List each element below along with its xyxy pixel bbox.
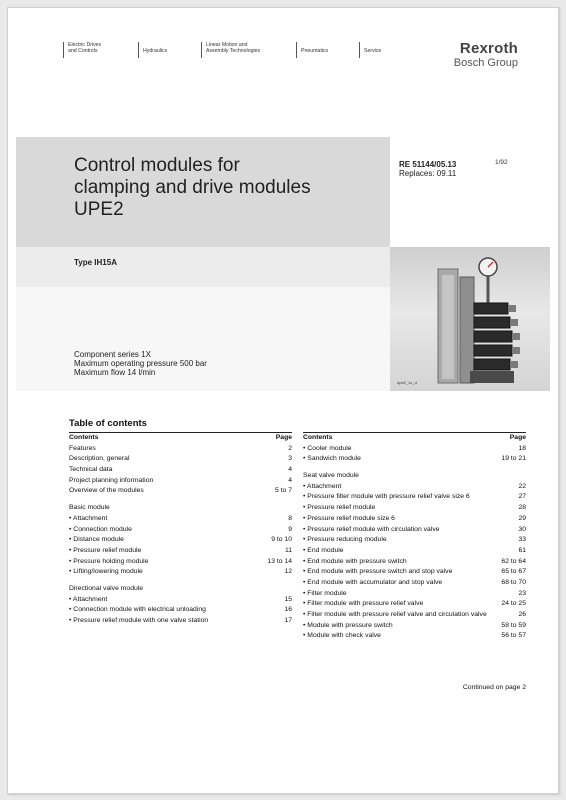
- control-module-illustration: [390, 247, 550, 391]
- toc-entry[interactable]: [69, 605, 292, 616]
- toc-column-right: [303, 433, 526, 642]
- title-block: [16, 137, 390, 247]
- toc-entry-label: • Pressure holding module: [69, 557, 148, 568]
- toc-header-row: [303, 433, 526, 444]
- toc-entry-label: • Cooler module: [303, 444, 351, 455]
- nav-pneumatics[interactable]: Pneumatics: [296, 42, 359, 58]
- toc-entry-page: 58 to 59: [501, 621, 526, 629]
- toc-entry-page: 4: [288, 476, 292, 484]
- toc-header-label: Contents: [69, 434, 99, 441]
- toc-entry-page: 3: [288, 455, 292, 463]
- toc-entry[interactable]: [303, 557, 526, 568]
- toc-entry-label: • Attachment: [69, 595, 107, 606]
- toc-entry[interactable]: [303, 535, 526, 546]
- toc-entry-page: 19 to 21: [501, 455, 526, 463]
- toc-entry-page: 62 to 64: [501, 557, 526, 565]
- document-reference: [399, 160, 456, 178]
- nav-linear-motion[interactable]: Linear Motion and Assembly Technologies: [201, 42, 296, 58]
- rexroth-logo: [454, 41, 518, 69]
- toc-entry-page: 17: [284, 617, 292, 624]
- toc-entry[interactable]: [69, 486, 292, 497]
- toc-entry-page: 33: [518, 536, 526, 544]
- toc-entry-page: 29: [518, 514, 526, 522]
- toc-entry-page: 22: [518, 482, 526, 490]
- continued-note: Continued on page 2: [462, 684, 526, 691]
- toc-header-page: Page: [275, 434, 292, 441]
- doc-number: RE 51144/05.13: [399, 160, 457, 169]
- toc-entry[interactable]: [303, 599, 526, 610]
- toc-entry-label: • End module with accumulator and stop valve: [303, 578, 442, 589]
- toc-entry-label: • Attachment: [69, 514, 107, 525]
- toc-header-page: Page: [509, 434, 526, 441]
- toc-entry-label: • Module with pressure switch: [303, 621, 393, 632]
- document-page: [7, 7, 559, 794]
- nav-hydraulics[interactable]: Hydraulics: [138, 42, 201, 58]
- toc-entry[interactable]: [69, 616, 292, 627]
- toc-entry-label: • End module: [303, 546, 344, 557]
- toc-entry-page: 5 to 7: [274, 487, 292, 495]
- toc-entry-label: • Pressure reducing module: [303, 535, 387, 546]
- toc-entry[interactable]: [303, 631, 526, 642]
- toc-entry[interactable]: [303, 503, 526, 514]
- division-nav: [63, 42, 422, 58]
- toc-entry-page: 9: [288, 525, 292, 533]
- toc-entry-page: 23: [518, 589, 526, 597]
- toc-entry-label: • Filter module with pressure relief valve and circulation valve: [303, 610, 487, 621]
- toc-entry-label: Features: [69, 444, 96, 452]
- toc-entry-page: 68 to 70: [501, 578, 526, 586]
- nav-electric-drives[interactable]: Electric Drives and Controls: [63, 42, 138, 58]
- document-title: Control modules for clamping and drive modules UPE2: [74, 155, 311, 220]
- toc-entry[interactable]: [303, 610, 526, 621]
- toc-entry[interactable]: [303, 589, 526, 600]
- toc-header-row: [69, 433, 292, 444]
- toc-entry[interactable]: [69, 557, 292, 568]
- toc-entry-page: 16: [284, 606, 292, 614]
- toc-entry-label: • Sandwich module: [303, 454, 361, 465]
- toc-entry-page: 61: [518, 546, 526, 554]
- toc-entry-label: • Pressure relief module: [69, 546, 141, 557]
- toc-entry[interactable]: [69, 503, 292, 514]
- toc-entry-label: Directional valve module: [69, 584, 144, 592]
- toc-entry-label: • Pressure filter module with pressure relief valve size 6: [303, 492, 470, 503]
- toc-entry-label: Project planning information: [69, 476, 154, 484]
- toc-entry-page: 12: [284, 568, 292, 576]
- toc-entry[interactable]: [69, 546, 292, 557]
- product-photo: [390, 247, 550, 391]
- toc-entry-label: • Module with check valve: [303, 631, 381, 642]
- toc-entry-page: 4: [288, 466, 292, 474]
- toc-entry-page: 56 to 57: [501, 632, 526, 640]
- spec-line: Maximum flow 14 l/min: [74, 368, 156, 377]
- photo-caption: upe2_1x_d: [397, 380, 417, 385]
- toc-entry[interactable]: [303, 621, 526, 632]
- toc-entry[interactable]: [303, 492, 526, 503]
- logo-group: Bosch Group: [453, 57, 518, 69]
- toc-entry-label: • Filter module: [303, 589, 347, 600]
- toc-entry[interactable]: [69, 454, 292, 465]
- toc-entry[interactable]: [69, 444, 292, 455]
- type-band: [16, 247, 390, 287]
- toc-entry-page: 18: [518, 444, 526, 452]
- spec-line: Component series 1X: [74, 350, 151, 359]
- toc-entry-page: 2: [288, 444, 292, 452]
- toc-title: Table of contents: [69, 418, 147, 429]
- toc-entry[interactable]: [303, 514, 526, 525]
- toc-entry-page: 26: [518, 611, 526, 618]
- toc-entry-page: 65 to 67: [501, 568, 526, 576]
- toc-entry-label: • Connection module: [69, 525, 132, 536]
- toc-entry[interactable]: [69, 476, 292, 487]
- toc-entry[interactable]: [69, 514, 292, 525]
- toc-entry[interactable]: [69, 465, 292, 476]
- toc-entry-page: 28: [518, 504, 526, 512]
- toc-entry-page: 13 to 14: [267, 557, 292, 565]
- toc-entry-page: 24 to 25: [501, 600, 526, 608]
- nav-service[interactable]: Service: [359, 42, 422, 58]
- toc-entry[interactable]: [303, 567, 526, 578]
- toc-entry-page: 27: [518, 493, 526, 501]
- toc-entry-label: • Pressure relief module with circulation valve: [303, 525, 440, 536]
- toc-entry-label: Basic module: [69, 504, 110, 512]
- toc-header-label: Contents: [303, 434, 333, 441]
- toc-entry[interactable]: [69, 535, 292, 546]
- toc-entry-page: 15: [284, 595, 292, 603]
- toc-entry-label: • Pressure relief module with one valve station: [69, 616, 208, 627]
- toc-entry[interactable]: [303, 482, 526, 493]
- toc-entry[interactable]: [303, 454, 526, 465]
- toc-entry[interactable]: [303, 525, 526, 536]
- toc-entry[interactable]: [303, 578, 526, 589]
- toc-entry-page: 11: [284, 546, 292, 554]
- toc-entry[interactable]: [69, 595, 292, 606]
- toc-entry-label: • Pressure relief module: [303, 503, 375, 514]
- toc-entry[interactable]: [303, 444, 526, 455]
- toc-entry-label: • Attachment: [303, 482, 341, 493]
- page-count: 1/92: [495, 159, 508, 166]
- toc-entry[interactable]: [303, 546, 526, 557]
- toc-entry-label: Overview of the modules: [69, 487, 144, 495]
- toc-entry-page: 30: [518, 525, 526, 533]
- replaces-text: Replaces: 09.11: [399, 169, 457, 178]
- type-label: Type IH15A: [74, 258, 117, 267]
- toc-entry-label: • Pressure relief module size 6: [303, 514, 395, 525]
- spec-line: Maximum operating pressure 500 bar: [74, 359, 207, 368]
- toc-entry-label: Description, general: [69, 455, 130, 463]
- toc-entry-label: Technical data: [69, 466, 113, 474]
- toc-entry-page: 9 to 10: [271, 536, 292, 544]
- toc-entry[interactable]: [69, 567, 292, 578]
- toc-entry-label: • Filter module with pressure relief valve: [303, 599, 423, 610]
- toc-column-left: [69, 433, 292, 627]
- toc-entry-label: Seat valve module: [303, 472, 359, 480]
- logo-brand: Rexroth: [459, 40, 518, 57]
- toc-entry[interactable]: [303, 471, 526, 482]
- toc-entry[interactable]: [69, 584, 292, 595]
- toc-entry-page: 8: [288, 514, 292, 522]
- toc-entry-label: • End module with pressure switch and stop valve: [303, 567, 452, 578]
- spec-block: [16, 287, 390, 391]
- toc-entry-label: • Distance module: [69, 535, 124, 546]
- toc-entry-label: • Connection module with electrical unloading: [69, 605, 206, 616]
- toc-entry[interactable]: [69, 525, 292, 536]
- toc-entry-label: • Lifting/lowering module: [69, 567, 143, 578]
- toc-entry-label: • End module with pressure switch: [303, 557, 407, 568]
